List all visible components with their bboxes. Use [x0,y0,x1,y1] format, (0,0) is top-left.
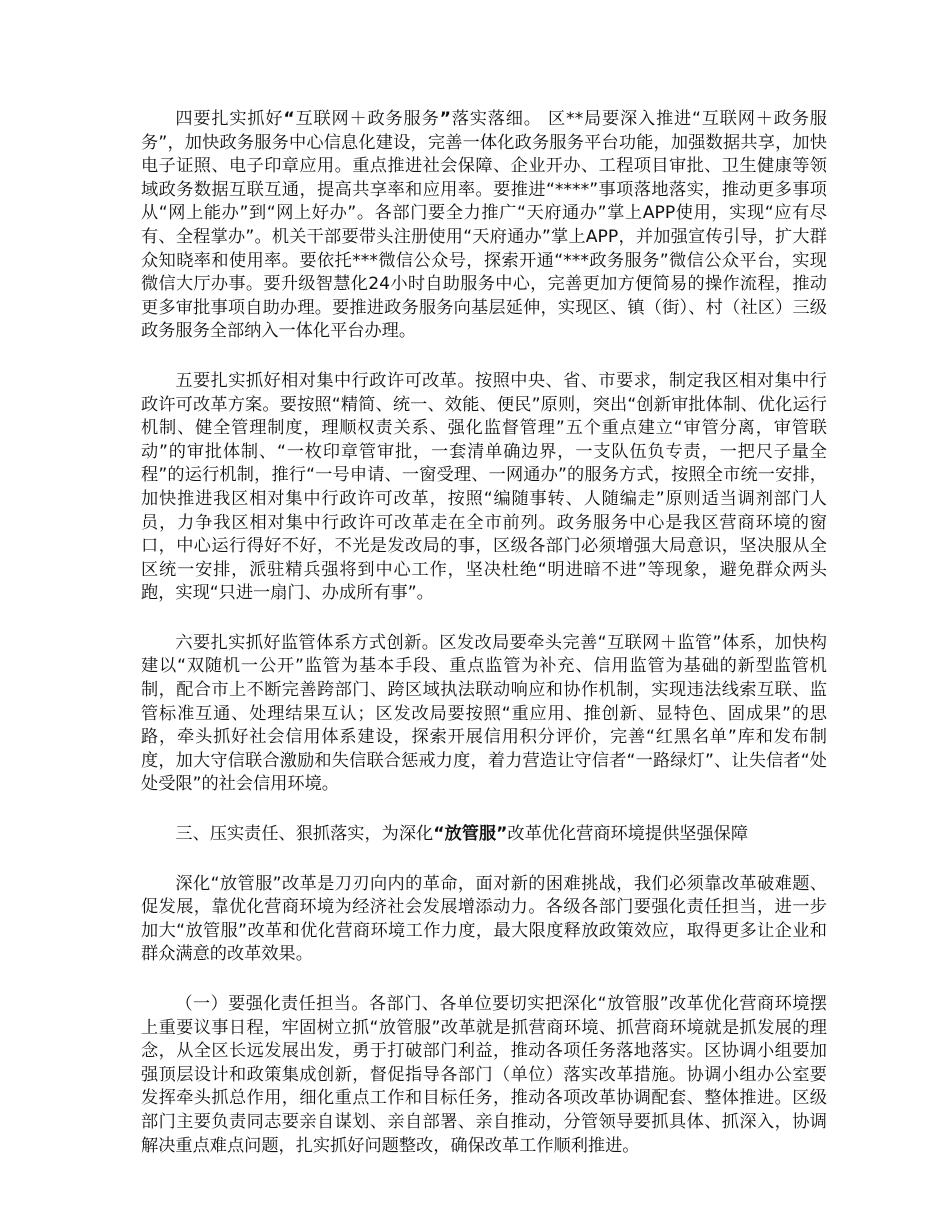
document-page [141,108,827,1184]
paragraph-supervision-innovation: 六要扎实抓好监管体系方式创新。区发改局要牵头完善“互联网＋监管”体系，加快构建以“双随机一公开”监管为基本手段、重点监管为补充、信用监管为基础的新型监管机制，配合市上不断完善跨部门、跨区域执法联动响应和协作机制，实现违法线索互联、监管标准互通、处理结果互认；区发改局要按照“重应用、推创新、显特色、固成果”的思路，牵头抓好社会信用体系建设，探索开展信用积分评价，完善“红黑名单”库和发布制度，加大守信联合激励和失信联合惩戒力度，着力营造让守信者“一路绿灯”、让失信者“处处受限”的社会信用环境。 [141,632,827,795]
paragraph-internet-gov-services [141,108,827,344]
paragraph-responsibility: （一）要强化责任担当。各部门、各单位要切实把深化“放管服”改革优化营商环境摆上重要议事日程，牢固树立抓“放管服”改革就是抓营商环境、抓营商环境就是抓发展的理念，从全区长远发展出发，勇于打破部门利益，推动各项任务落地落实。区协调小组要加强顶层设计和政策集成创新，督促指导各部门（单位）落实改革措施。协调小组办公室要发挥牵头抓总作用，细化重点工作和目标任务，推动各项改革协调配套、整体推进。区级部门主要负责同志要亲自谋划、亲自部署、亲自推动，分管领导要抓具体、抓深入，协调解决重点难点问题，扎实抓好问题整改，确保改革工作顺利推进。 [141,994,827,1156]
para1-lead-mid: 互联网＋政务服务 [294,109,440,129]
paragraph-admin-license-reform: 五要扎实抓好相对集中行政许可改革。按照中央、省、市要求，制定我区相对集中行政许可改革方案。要按照“精简、统一、效能、便民”原则，突出“创新审批体制、优化运行机制、健全管理制度，理顺权责关系、强化监督管理”五个重点建立“审管分离，审管联动”的审批体制、“一枚印章管审批，一套清单确边界，一支队伍负专责，一把尺子量全程”的运行机制，推行“一号申请、一窗受理、一网通办”的服务方式，按照全市统一安排，加快推进我区相对集中行政许可改革，按照“编随事转、人随编走”原则适当调剂部门人员，力争我区相对集中行政许可改革走在全市前列。政务服务中心是我区营商环境的窗口，中心运行得好不好，不光是发改局的事，区级各部门必须增强大局意识，坚决服从全区统一安排，派驻精兵强将到中心工作，坚决杜绝“明进暗不进”等现象，避免群众两头跑，实现“只进一扇门、办成所有事”。 [141,370,827,604]
para1-quote-open: “ [283,109,295,129]
para1-body: 区**局要深入推进“互联网＋政务服务”，加快政务服务中心信息化建设，完善一体化政务服务平台功能，加强数据共享，加快电子证照、电子印章应用。重点推进社会保障、企业开办、工程项目审批、卫生健康等领域政务数据互联互通，提高共享率和应用率。要推进“****”事项落地落实，推动更多事项从“网上能办”到“网上好办”。各部门要全力推广“天府通办”掌上APP使用，实现“应有尽有、全程掌办”。机关干部要带头注册使用“天府通办”掌上APP，并加强宣传引导，扩大群众知晓率和使用率。要依托***微信公众号，探索开通“***政务服务”微信公众平台，实现微信大厅办事。要升级智慧化24小时自助服务中心，完善更加方便简易的操作流程，推动更多审批事项自助办理。要推进政务服务向基层延伸，实现区、镇（街）、村（社区）三级政务服务全部纳入一体化平台办理。 [141,109,827,342]
heading-pre: 三、压实责任、狠抓落实，为深化 [175,824,434,845]
paragraph-deepen-reform: 深化“放管服”改革是刀刃向内的革命，面对新的困难挑战，我们必须靠改革破难题、促发展，靠优化营商环境为经济社会发展增添动力。各级各部门要强化责任担当，进一步加大“放管服”改革和优化营商环境工作力度，最大限度释放政策效应，取得更多让企业和群众满意的改革效果。 [141,873,827,965]
heading-post: 改革优化营商环境提供坚强保障 [507,824,749,845]
para1-quote-close: ” [439,109,451,129]
heading-bold: “放管服” [433,824,508,845]
section-heading-three [141,823,827,847]
para1-lead: 四要扎实抓好 [175,109,284,129]
para1-lead-tail: 落实落细。 [450,109,542,129]
